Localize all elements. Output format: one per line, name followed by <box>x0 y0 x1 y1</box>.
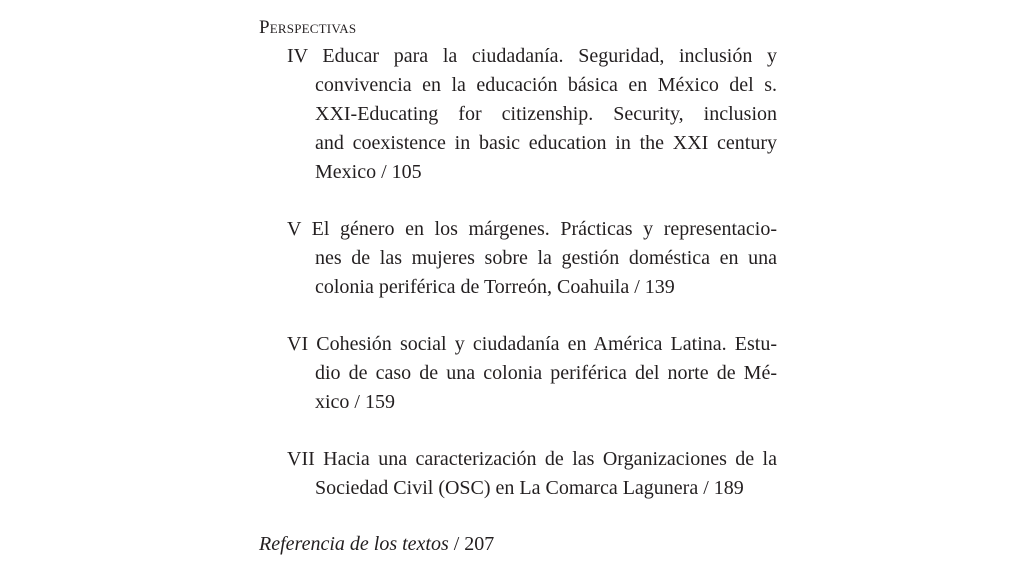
toc-entry-line: Mexico / 105 <box>315 161 422 183</box>
toc-entry-line: XXI-Educating for citizenship. Security, inclusion <box>315 103 777 125</box>
footer-reference-page: / 207 <box>448 533 495 555</box>
toc-entry-iv <box>287 42 777 187</box>
toc-entry-line: xico / 159 <box>315 391 395 413</box>
toc-entry-line: VII Hacia una caracterización de las Organizaciones de la <box>287 448 777 470</box>
footer-reference-title: Referencia de los textos <box>259 533 449 555</box>
toc-entry-line: nes de las mujeres sobre la gestión doméstica en una <box>315 247 777 269</box>
footer-reference <box>259 531 494 557</box>
toc-entry-line: convivencia en la educación básica en México del s. <box>315 74 777 96</box>
toc-entry-vii <box>287 445 777 503</box>
toc-entry-line: IV Educar para la ciudadanía. Seguridad, inclusión y <box>287 45 777 67</box>
toc-entry-v <box>287 215 777 302</box>
toc-entry-line: Sociedad Civil (OSC) en La Comarca Lagunera / 189 <box>315 477 744 499</box>
toc-entry-line: VI Cohesión social y ciudadanía en América Latina. Estu- <box>287 333 777 355</box>
table-of-contents <box>287 42 777 531</box>
toc-entry-line: and coexistence in basic education in the XXI century <box>315 132 777 154</box>
toc-entry-line: V El género en los márgenes. Prácticas y representacio- <box>287 218 777 240</box>
toc-entry-vi <box>287 330 777 417</box>
toc-entry-line: colonia periférica de Torreón, Coahuila / 139 <box>315 276 675 298</box>
section-heading: Perspectivas <box>259 17 357 38</box>
toc-entry-line: dio de caso de una colonia periférica del norte de Mé- <box>315 362 777 384</box>
